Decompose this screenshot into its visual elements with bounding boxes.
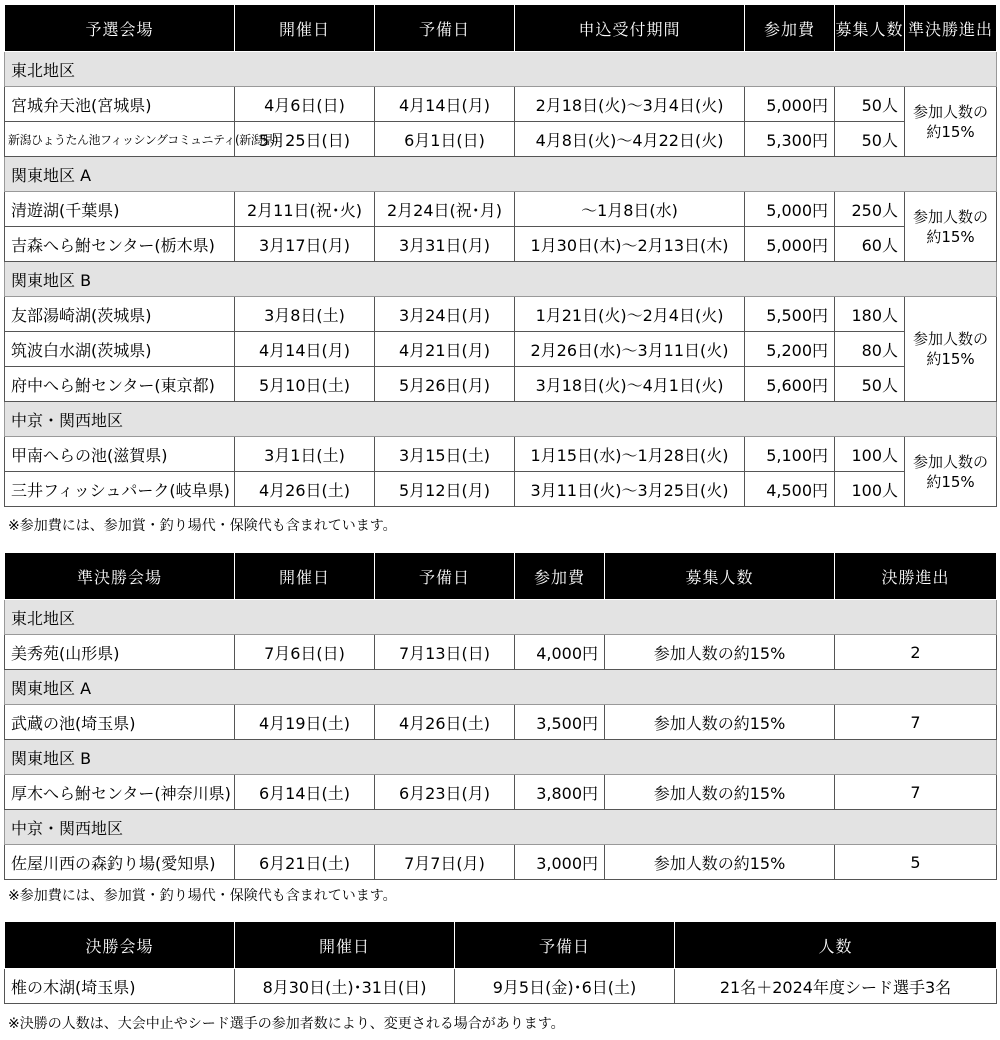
capacity-cell: 60人 bbox=[835, 227, 905, 262]
table-row bbox=[5, 472, 997, 507]
table-row bbox=[5, 635, 997, 670]
capacity-cell: 50人 bbox=[835, 367, 905, 402]
semifinal-note: ※参加費には、参加賞・釣り場代・保険代も含まれています。 bbox=[8, 888, 397, 904]
period-cell: 3月18日(火)～4月1日(火) bbox=[515, 367, 745, 402]
period-cell: ～1月8日(水) bbox=[515, 192, 745, 227]
advance-cell: 7 bbox=[835, 775, 997, 810]
region-label: 中京・関西地区 bbox=[5, 402, 997, 437]
advance-cell: 2 bbox=[835, 635, 997, 670]
advance-cell: 参加人数の約15% bbox=[905, 437, 997, 507]
advance-cell: 参加人数の約15% bbox=[905, 297, 997, 402]
final-note: ※決勝の人数は、大会中止やシード選手の参加者数により、変更される場合があります。 bbox=[8, 1016, 565, 1032]
region-label: 関東地区 B bbox=[5, 262, 997, 297]
region-label: 中京・関西地区 bbox=[5, 810, 997, 845]
table-row bbox=[5, 122, 997, 157]
header-count: 人数 bbox=[675, 922, 997, 969]
table-row bbox=[5, 227, 997, 262]
venue-cell: 吉森へら鮒センター(栃木県) bbox=[5, 227, 235, 262]
fee-cell: 5,300円 bbox=[745, 122, 835, 157]
fee-cell: 4,000円 bbox=[515, 635, 605, 670]
reserve-cell: 3月31日(月) bbox=[375, 227, 515, 262]
reserve-cell: 2月24日(祝･月) bbox=[375, 192, 515, 227]
reserve-cell: 6月1日(日) bbox=[375, 122, 515, 157]
reserve-cell: 9月5日(金)･6日(土) bbox=[455, 969, 675, 1004]
table-row bbox=[5, 775, 997, 810]
capacity-cell: 参加人数の約15% bbox=[605, 775, 835, 810]
header-reserve: 予備日 bbox=[455, 922, 675, 969]
fee-cell: 3,000円 bbox=[515, 845, 605, 880]
date-cell: 3月1日(土) bbox=[235, 437, 375, 472]
header-advance: 準決勝進出 bbox=[905, 5, 997, 52]
date-cell: 7月6日(日) bbox=[235, 635, 375, 670]
fee-cell: 5,000円 bbox=[745, 87, 835, 122]
table-row bbox=[5, 705, 997, 740]
date-cell: 6月14日(土) bbox=[235, 775, 375, 810]
qualifier-note: ※参加費には、参加賞・釣り場代・保険代も含まれています。 bbox=[8, 518, 397, 534]
fee-cell: 5,000円 bbox=[745, 192, 835, 227]
venue-cell: 佐屋川西の森釣り場(愛知県) bbox=[5, 845, 235, 880]
capacity-cell: 参加人数の約15% bbox=[605, 705, 835, 740]
header-venue: 決勝会場 bbox=[5, 922, 235, 969]
capacity-cell: 参加人数の約15% bbox=[605, 845, 835, 880]
capacity-cell: 80人 bbox=[835, 332, 905, 367]
header-capacity: 募集人数 bbox=[835, 5, 905, 52]
date-cell: 3月8日(土) bbox=[235, 297, 375, 332]
capacity-cell: 100人 bbox=[835, 472, 905, 507]
capacity-cell: 50人 bbox=[835, 122, 905, 157]
advance-cell: 7 bbox=[835, 705, 997, 740]
region-label: 関東地区 B bbox=[5, 740, 997, 775]
fee-cell: 3,500円 bbox=[515, 705, 605, 740]
header-capacity: 募集人数 bbox=[605, 553, 835, 600]
count-cell: 21名＋2024年度シード選手3名 bbox=[675, 969, 997, 1004]
final-header-row bbox=[5, 922, 997, 969]
semifinal-table bbox=[4, 552, 997, 880]
venue-cell: 府中へら鮒センター(東京都) bbox=[5, 367, 235, 402]
advance-cell: 参加人数の約15% bbox=[905, 192, 997, 262]
reserve-cell: 3月24日(月) bbox=[375, 297, 515, 332]
table-row bbox=[5, 192, 997, 227]
header-reserve: 予備日 bbox=[375, 5, 515, 52]
semifinal-header-row bbox=[5, 553, 997, 600]
table-row bbox=[5, 367, 997, 402]
capacity-cell: 250人 bbox=[835, 192, 905, 227]
date-cell: 4月26日(土) bbox=[235, 472, 375, 507]
reserve-cell: 3月15日(土) bbox=[375, 437, 515, 472]
venue-cell: 美秀苑(山形県) bbox=[5, 635, 235, 670]
qualifier-table bbox=[4, 4, 997, 507]
table-row bbox=[5, 969, 997, 1004]
region-label: 関東地区 A bbox=[5, 157, 997, 192]
table-row bbox=[5, 437, 997, 472]
date-cell: 3月17日(月) bbox=[235, 227, 375, 262]
capacity-cell: 100人 bbox=[835, 437, 905, 472]
date-cell: 4月6日(日) bbox=[235, 87, 375, 122]
fee-cell: 4,500円 bbox=[745, 472, 835, 507]
venue-cell: 宮城弁天池(宮城県) bbox=[5, 87, 235, 122]
venue-cell: 甲南へらの池(滋賀県) bbox=[5, 437, 235, 472]
header-date: 開催日 bbox=[235, 922, 455, 969]
fee-cell: 5,600円 bbox=[745, 367, 835, 402]
period-cell: 3月11日(火)～3月25日(火) bbox=[515, 472, 745, 507]
advance-cell: 5 bbox=[835, 845, 997, 880]
date-cell: 2月11日(祝･火) bbox=[235, 192, 375, 227]
period-cell: 1月21日(火)～2月4日(火) bbox=[515, 297, 745, 332]
header-fee: 参加費 bbox=[745, 5, 835, 52]
header-venue: 予選会場 bbox=[5, 5, 235, 52]
header-advance: 決勝進出 bbox=[835, 553, 997, 600]
region-label: 関東地区 A bbox=[5, 670, 997, 705]
fee-cell: 5,000円 bbox=[745, 227, 835, 262]
period-cell: 1月30日(木)～2月13日(木) bbox=[515, 227, 745, 262]
header-date: 開催日 bbox=[235, 5, 375, 52]
date-cell: 8月30日(土)･31日(日) bbox=[235, 969, 455, 1004]
venue-cell: 椎の木湖(埼玉県) bbox=[5, 969, 235, 1004]
reserve-cell: 7月13日(日) bbox=[375, 635, 515, 670]
fee-cell: 5,200円 bbox=[745, 332, 835, 367]
period-cell: 1月15日(水)～1月28日(火) bbox=[515, 437, 745, 472]
header-period: 申込受付期間 bbox=[515, 5, 745, 52]
date-cell: 4月19日(土) bbox=[235, 705, 375, 740]
table-row bbox=[5, 297, 997, 332]
venue-cell: 厚木へら鮒センター(神奈川県) bbox=[5, 775, 235, 810]
advance-cell: 参加人数の約15% bbox=[905, 87, 997, 157]
fee-cell: 5,500円 bbox=[745, 297, 835, 332]
venue-cell: 筑波白水湖(茨城県) bbox=[5, 332, 235, 367]
fee-cell: 5,100円 bbox=[745, 437, 835, 472]
date-cell: 4月14日(月) bbox=[235, 332, 375, 367]
reserve-cell: 5月26日(月) bbox=[375, 367, 515, 402]
table-row bbox=[5, 332, 997, 367]
reserve-cell: 4月21日(月) bbox=[375, 332, 515, 367]
fee-cell: 3,800円 bbox=[515, 775, 605, 810]
final-table bbox=[4, 921, 997, 1004]
date-cell: 5月10日(土) bbox=[235, 367, 375, 402]
capacity-cell: 180人 bbox=[835, 297, 905, 332]
period-cell: 2月18日(火)～3月4日(火) bbox=[515, 87, 745, 122]
qualifier-header-row bbox=[5, 5, 997, 52]
header-reserve: 予備日 bbox=[375, 553, 515, 600]
period-cell: 2月26日(水)～3月11日(火) bbox=[515, 332, 745, 367]
reserve-cell: 4月14日(月) bbox=[375, 87, 515, 122]
venue-cell: 友部湯崎湖(茨城県) bbox=[5, 297, 235, 332]
table-row bbox=[5, 87, 997, 122]
region-label: 東北地区 bbox=[5, 600, 997, 635]
period-cell: 4月8日(火)～4月22日(火) bbox=[515, 122, 745, 157]
date-cell: 6月21日(土) bbox=[235, 845, 375, 880]
region-label: 東北地区 bbox=[5, 52, 997, 87]
venue-cell: 武蔵の池(埼玉県) bbox=[5, 705, 235, 740]
header-fee: 参加費 bbox=[515, 553, 605, 600]
header-date: 開催日 bbox=[235, 553, 375, 600]
reserve-cell: 5月12日(月) bbox=[375, 472, 515, 507]
venue-cell: 三井フィッシュパーク(岐阜県) bbox=[5, 472, 235, 507]
date-cell: 5月25日(日) bbox=[235, 122, 375, 157]
header-venue: 準決勝会場 bbox=[5, 553, 235, 600]
venue-cell: 清遊湖(千葉県) bbox=[5, 192, 235, 227]
reserve-cell: 7月7日(月) bbox=[375, 845, 515, 880]
capacity-cell: 参加人数の約15% bbox=[605, 635, 835, 670]
venue-cell: 新潟ひょうたん池フィッシングコミュニティ(新潟県) bbox=[5, 122, 235, 157]
table-row bbox=[5, 845, 997, 880]
reserve-cell: 6月23日(月) bbox=[375, 775, 515, 810]
capacity-cell: 50人 bbox=[835, 87, 905, 122]
reserve-cell: 4月26日(土) bbox=[375, 705, 515, 740]
